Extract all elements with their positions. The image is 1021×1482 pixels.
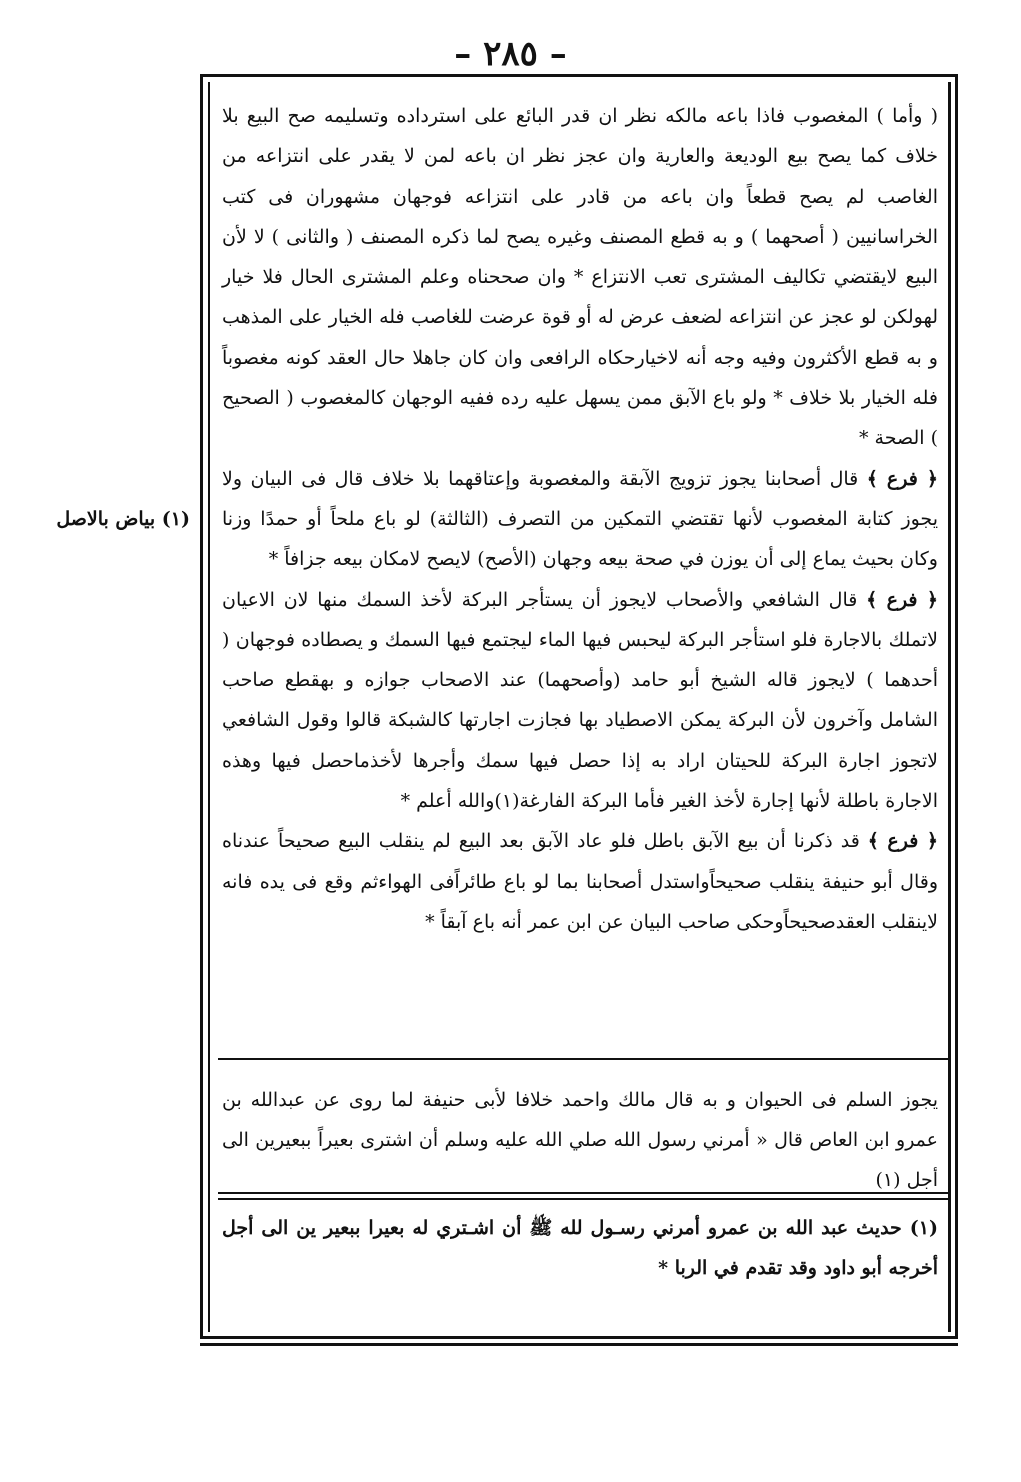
paragraph-text: قال أصحابنا يجوز تزويج الآبقة والمغصوبة وإعتاقهما بلا خلاف قال فى البيان ولا يجوز كتابة المغصوب لأنها تقتضي التمكين من التصرف (الثالثة) لو باع ملحاً أو حمدًا وزنا وكان بحيث يماع إلى أن يوزن في صحة بيعه وجهان (الأصح) لايصح لامكان بيعه جزافاً * — [222, 467, 938, 571]
paragraph-text: قال الشافعي والأصحاب لايجوز أن يستأجر البركة لأخذ السمك منها لان الاعيان لاتملك بالاجارة فلو استأجر البركة ليحبس فيها الماء ليجتمع فيها السمك و يصطاده فوجهان ( أحدهما ) لايجوز قاله الشيخ أبو حامد (وأصحهما) عند الاصحاب جوازه و بهقطع صاحب الشامل وآخرون لأن البركة يمكن الاصطياد بها فجازت اجارتها كالشبكة قالوا وقول الشافعي لاتجوز اجارة البركة للحيتان اراد به إذا حصل فيها سمك وأجرها لأخذماحصل فيها وهذه الاجارة باطلة لأنها إجارة لأخذ الغير فأما البركة الفارغة(١)والله أعلم * — [222, 588, 938, 813]
paragraph-2 — [222, 459, 938, 580]
paragraph-heading: ﴿ فرع ﴾ — [867, 830, 938, 853]
section-divider — [218, 1058, 948, 1060]
paragraph-1 — [222, 96, 938, 459]
paragraph-heading: ﴿ فرع ﴾ — [866, 588, 938, 611]
page-number: – ٢٨٥ – — [454, 34, 567, 74]
frame-inner-rule-right — [948, 82, 951, 1332]
main-text — [222, 96, 938, 942]
paragraph-text: ( وأما ) المغصوب فاذا باعه مالكه نظر ان قدر البائع على استرداده وتسليمه صح البيع بلا خلاف كما يصح بيع الوديعة والعارية وان عجز نظر ان باعه لمن لا يقدر على انتزاعه من الغاصب لم يصح قطعاً وان باعه من قادر على انتزاعه فوجهان مشهوران فى كتب الخراسانيين ( أصحهما ) و به قطع المصنف وغيره يصح لما ذكره المصنف ( والثانى ) لا لأن البيع لايقتضي تكاليف المشترى تعب الانتزاع * وان صححناه وعلم المشترى الحال فلا خيار لهولكن لو عجز عن انتزاعه لضعف عرض له أو قوة عرضت للغاصب فله الخيار على المذهب و به قطع الأكثرون وفيه وجه أنه لاخيارحكاه الرافعى وان كان جاهلا حال العقد كونه مغصوباً فله الخيار بلا خلاف * ولو باع الآبق ممن يسهل عليه رده ففيه الوجهان كالمغصوب ( الصحيح ) الصحة * — [222, 105, 938, 450]
frame-bottom-rule — [200, 1343, 958, 1346]
paragraph-heading: ﴿ فرع ﴾ — [866, 467, 938, 490]
commentary-text: يجوز السلم فى الحيوان و به قال مالك واحمد خلافا لأبى حنيفة لما روى عن عبدالله بن عمرو ابن العاص قال « أمرني رسول الله صلي الله عليه وسلم أن اشترى بعيراً ببعيرين الى أجل (١) — [222, 1089, 938, 1191]
frame-inner-rule-left — [208, 82, 210, 1332]
footnote: (١) حديث عبد الله بن عمرو أمرني رسـول لله ﷺ أن اشـتري له بعيرا ببعير ين الى أجل أخرجه أبو داود وقد تقدم في الربا * — [222, 1217, 938, 1279]
paragraph-text: قد ذكرنا أن بيع الآبق باطل فلو عاد الآبق بعد البيع لم ينقلب البيع صحيحاً عندناه وقال أبو حنيفة ينقلب صحيحاًواستدل أصحابنا بما لو باع طائراًفى الهواءثم وقع فى يده فانه لاينقلب العقدصحيحاًوحكى صاحب البيان عن ابن عمر أنه باع آبقاً * — [222, 830, 938, 933]
margin-note: (١) بياض بالاصل — [56, 508, 190, 530]
paragraph-4 — [222, 821, 938, 942]
paragraph-3 — [222, 580, 938, 822]
footnote-divider-top — [218, 1192, 948, 1194]
footnote-divider-bottom — [218, 1198, 948, 1200]
